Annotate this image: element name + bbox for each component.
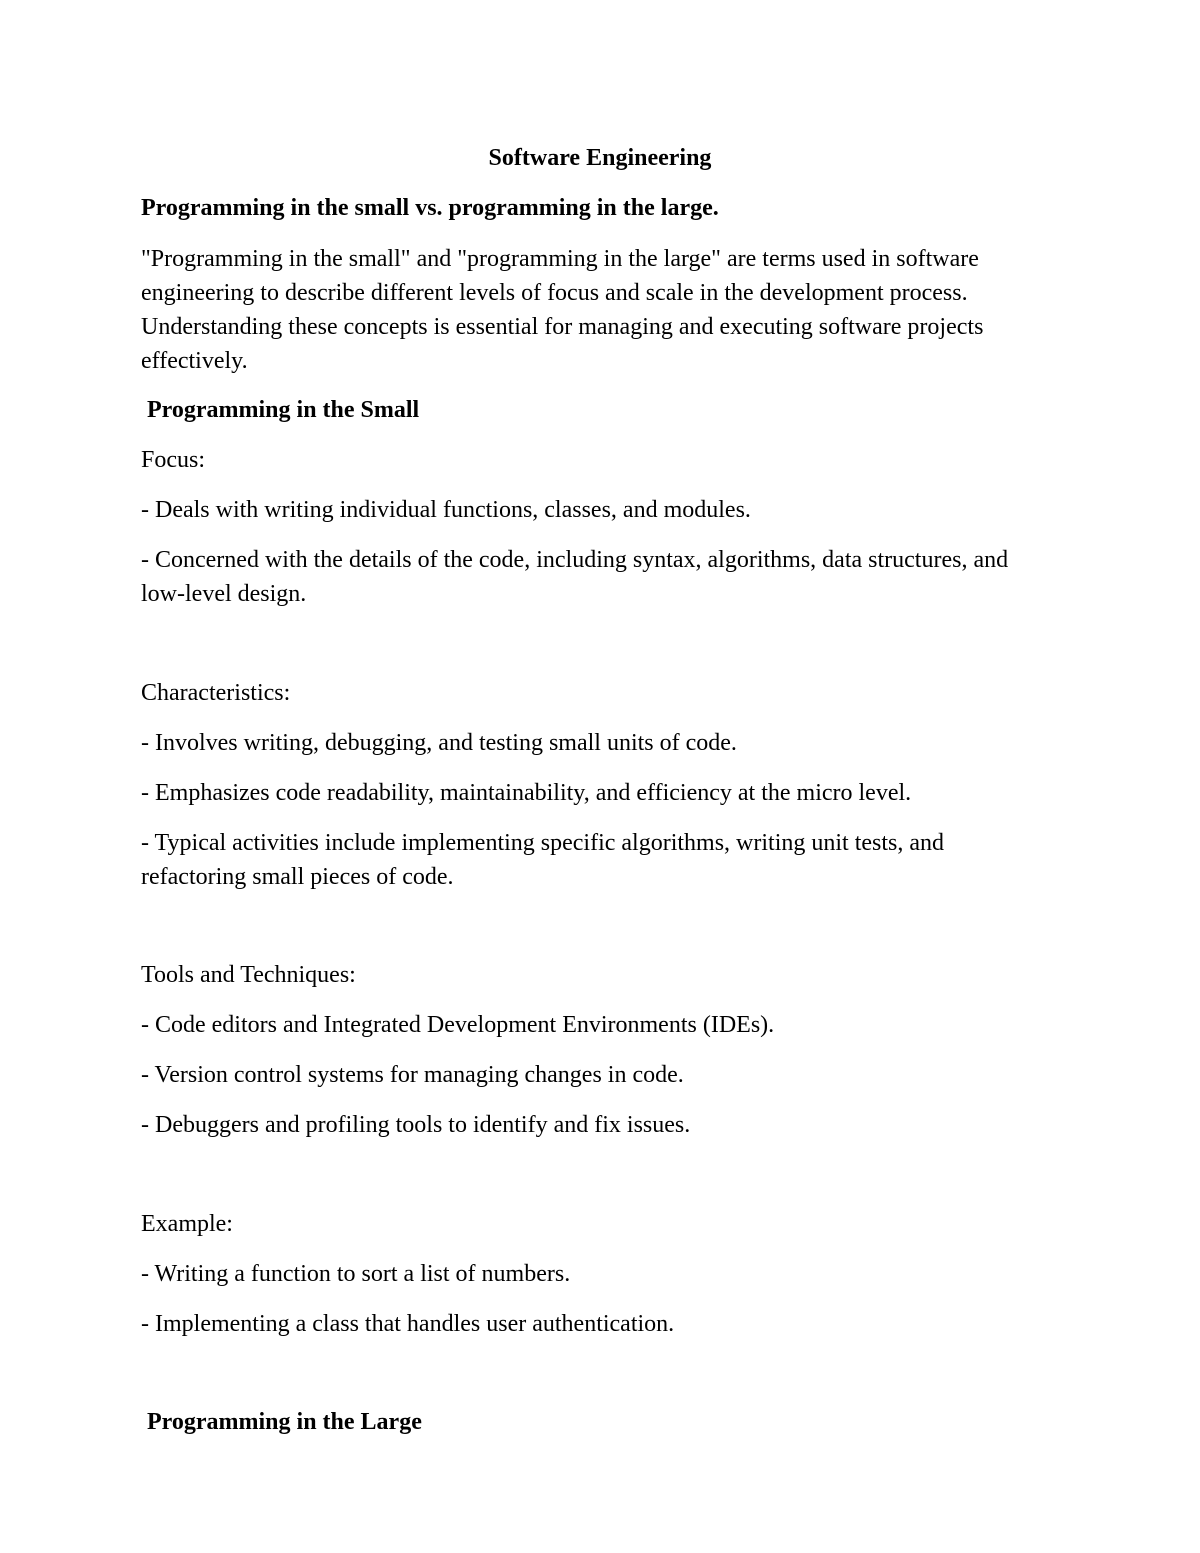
focus-label: Focus: xyxy=(141,447,206,473)
focus-item: - Concerned with the details of the code, including syntax, algorithms, data structures, and low-level design. xyxy=(141,547,1009,607)
tools-item: - Version control systems for managing changes in code. xyxy=(141,1062,684,1088)
characteristics-item: - Emphasizes code readability, maintainability, and efficiency at the micro level. xyxy=(141,780,912,806)
characteristics-item: - Typical activities include implementing specific algorithms, writing unit tests, and refactoring small pieces of code. xyxy=(141,830,945,890)
tools-item: - Code editors and Integrated Development Environments (IDEs). xyxy=(141,1012,775,1038)
intro-paragraph: "Programming in the small" and "programming in the large" are terms used in software engineering to describe different levels of focus and scale in the development process. Understanding these concepts is essential for managing and executing software projects effectively. xyxy=(141,246,984,374)
section-heading-small: Programming in the Small xyxy=(147,397,420,423)
section-heading-large: Programming in the Large xyxy=(147,1409,422,1435)
document-title: Software Engineering xyxy=(488,145,712,171)
example-label: Example: xyxy=(141,1211,233,1237)
tools-label: Tools and Techniques: xyxy=(141,962,356,988)
document-subtitle: Programming in the small vs. programming in the large. xyxy=(141,195,719,221)
example-item: - Implementing a class that handles user authentication. xyxy=(141,1311,675,1337)
example-item: - Writing a function to sort a list of numbers. xyxy=(141,1261,571,1287)
characteristics-label: Characteristics: xyxy=(141,680,291,706)
focus-item: - Deals with writing individual functions, classes, and modules. xyxy=(141,497,751,523)
characteristics-item: - Involves writing, debugging, and testing small units of code. xyxy=(141,730,737,756)
tools-item: - Debuggers and profiling tools to identify and fix issues. xyxy=(141,1112,691,1138)
